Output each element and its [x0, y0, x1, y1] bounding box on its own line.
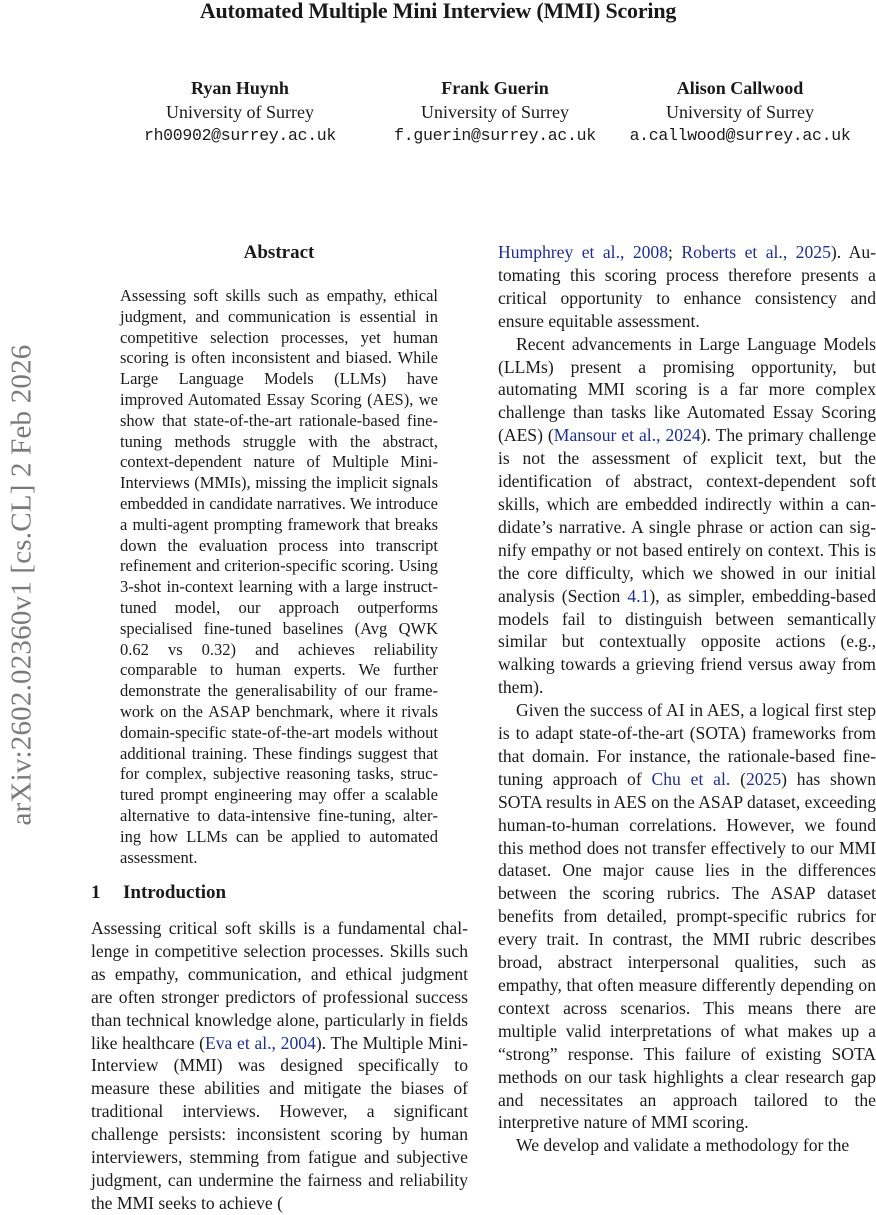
paragraph-text: ). Automating this scoring process therefore presents a critical opportunity to enhance consistency and ensure equitable assessment. — [498, 242, 876, 331]
author-affiliation: University of Surrey — [166, 102, 314, 122]
citation-link[interactable]: Humphrey et al., 2008 — [498, 242, 669, 262]
section-title: Introduction — [123, 882, 227, 903]
intro-paragraph-3 — [498, 699, 876, 1134]
section-ref-link[interactable]: 4.1 — [627, 585, 650, 606]
section-heading-introduction — [91, 882, 226, 904]
author-affiliation: University of Surrey — [666, 102, 814, 122]
paragraph-text: ). The primary challenge is not the assessment of explicit text, but the identification of abstract, context-dependent soft skills, which are embedded indirectly within a candidate’s narrative. A single phrase or action can signify empathy or not based entirely on context. This is the core difficulty, which we showed in our initial analysis (Section — [498, 425, 876, 606]
author-name: Ryan Huynh — [191, 78, 289, 98]
author-block — [610, 76, 870, 148]
section-number: 1 — [91, 882, 101, 903]
intro-left-column — [91, 917, 468, 1215]
paper-title: Automated Multiple Mini Interview (MMI) Scoring — [199, 0, 677, 23]
paragraph-text: ; — [668, 242, 682, 262]
paragraph-text: ). The Multiple Mini-Interview (MMI) was designed specifically to measure these abilities and mitigate the biases of traditional interviews. However, a significant challenge persists: inconsistent scoring by human interviewers, stemming from fatigue and subjective judgment, can undermine the fairness and reliability the MMI seeks to achieve ( — [91, 1032, 469, 1213]
author-email[interactable]: rh00902@surrey.ac.uk — [143, 126, 337, 145]
author-email[interactable]: f.guerin@surrey.ac.uk — [394, 126, 596, 145]
author-email[interactable]: a.callwood@surrey.ac.uk — [629, 126, 851, 145]
paragraph-text: ( — [730, 768, 746, 789]
abstract-body — [120, 286, 438, 868]
paragraph-text: ) has shown SOTA results in AES on the ASAP dataset, exceeding human-to-human correlations. However, we found this method does not transfer effectively to our MMI dataset. One major cause lies in the differences between the scoring rubrics. The ASAP dataset benefits from detailed, prompt-specific rubrics for every trait. In contrast, the MMI rubric describes broad, abstract interpersonal qualities, such as empathy, that often measure differently depending on context across scenarios. This means there are multiple valid interpretations of what makes up a “strong” response. This failure of existing SOTA methods on our task highlights a clear research gap and necessitates an approach tailored to the interpretive nature of MMI scoring. — [498, 768, 876, 1133]
author-block — [365, 76, 625, 148]
paragraph-text: Given the success of AI in AES, a logical first step is to adapt state-of-the-art (SOTA) frameworks from that domain. For instance, the rationale-based fine-tuning approach of — [498, 700, 876, 789]
author-block — [110, 76, 370, 148]
intro-paragraph-4: We develop and validate a methodology for the — [516, 1135, 850, 1156]
intro-right-column — [498, 241, 876, 1157]
paragraph-text: ), as simpler, embedding-based models fail to distinguish between semantically similar but contextually opposite actions (e.g., walking towards a grieving friend versus away from them). — [498, 585, 876, 698]
citation-link[interactable]: 2025 — [745, 768, 782, 789]
citation-link[interactable]: Chu et al. — [651, 768, 731, 789]
author-name: Alison Callwood — [676, 78, 804, 98]
paragraph-text: Recent advancements in Large Language Models (LLMs) present a promising opportunity, but automating MMI scoring is a far more complex challenge than tasks like Automated Essay Scoring (AES) ( — [498, 333, 876, 446]
intro-paragraph-1 — [91, 917, 468, 1215]
citation-link[interactable]: Roberts et al., 2025 — [681, 242, 831, 262]
arxiv-stamp — [2, 290, 42, 880]
intro-paragraph-2 — [498, 333, 876, 700]
intro-paragraph-1-continued — [498, 241, 876, 333]
citation-link[interactable]: Mansour et al., 2024 — [553, 425, 701, 446]
abstract-text: Assessing soft skills such as empathy, ethical judgment, and communication is essential in competitive selection processes, yet human scoring is often inconsistent and biased. While Large Language Models (LLMs) have improved Automated Essay Scoring (AES), we show that state-of-the-art rationale-based fine-tuning methods struggle with the abstract, context-dependent nature of Multiple Mini-Interviews (MMIs), missing the implicit signals embedded in candidate narratives. We introduce a multi-agent prompting framework that breaks down the evaluation process into transcript refinement and criterion-specific scoring. Using 3-shot in-context learning with a large instruct-tuned model, our approach outperforms specialised fine-tuned baselines (Avg QWK 0.62 vs 0.32) and achieves reliability comparable to human experts. We further demonstrate the generalisability of our framework on the ASAP benchmark, where it rivals domain-specific state-of-the-art models without additional training. These findings suggest that for complex, subjective reasoning tasks, structured prompt engineering may offer a scalable alternative to data-intensive fine-tuning, altering how LLMs can be applied to automated assessment. — [120, 286, 438, 867]
author-affiliation: University of Surrey — [421, 102, 569, 122]
paragraph-text: Assessing critical soft skills is a fundamental challenge in competitive selection processes. Skills such as empathy, communication, and ethical judgment are often stronger predictors of professional success than technical knowledge alone, particularly in fields like healthcare ( — [91, 918, 468, 1053]
citation-link[interactable]: Eva et al., 2004 — [204, 1032, 316, 1053]
arxiv-stamp-text: arXiv:2602.02360v1 [cs.CL] 2 Feb 2026 — [5, 344, 38, 826]
abstract-heading: Abstract — [243, 242, 315, 263]
author-name: Frank Guerin — [441, 78, 549, 98]
